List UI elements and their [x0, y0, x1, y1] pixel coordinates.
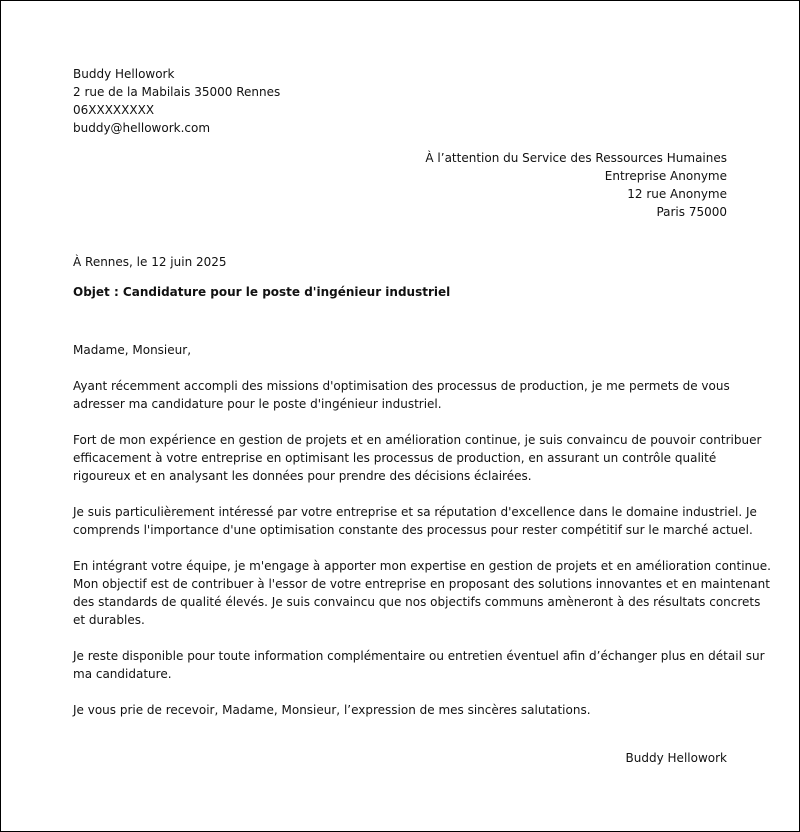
sender-name: Buddy Hellowork — [73, 67, 175, 81]
body-paragraph — [73, 431, 762, 485]
paragraph-line: Fort de mon expérience en gestion de projets et en amélioration continue, je suis convaincu de pouvoir contribuer — [73, 433, 762, 447]
body-paragraph — [73, 557, 771, 629]
paragraph-line: Je vous prie de recevoir, Madame, Monsieur, l’expression de mes sincères salutations. — [73, 703, 591, 717]
recipient-block — [425, 149, 727, 221]
sender-address: 2 rue de la Mabilais 35000 Rennes — [73, 85, 281, 99]
paragraph-line: comprends l'importance d'une optimisation constante des processus pour rester compétitif sur le marché actuel. — [73, 523, 753, 537]
sender-block — [73, 65, 280, 137]
letter-body — [73, 341, 771, 737]
paragraph-line: En intégrant votre équipe, je m'engage à apporter mon expertise en gestion de projets et en amélioration continue. — [73, 559, 771, 573]
letter-date: À Rennes, le 12 juin 2025 — [73, 255, 227, 269]
closing-paragraph — [73, 701, 729, 719]
paragraph-line: efficacement à votre entreprise en optimisant les processus de production, en assurant un contrôle qualité — [73, 451, 717, 465]
paragraph-line: Je reste disponible pour toute information complémentaire ou entretien éventuel afin d’échanger plus en détail sur — [73, 649, 765, 663]
paragraph-line: des standards de qualité élevés. Je suis convaincu que nos objectifs communs amèneront à des résultats concrets — [73, 595, 761, 609]
paragraph-line: rigoureux et en analysant les données pour prendre des décisions éclairées. — [73, 469, 532, 483]
letter-subject: Objet : Candidature pour le poste d'ingénieur industriel — [73, 285, 451, 299]
body-paragraph — [73, 647, 765, 683]
body-paragraph — [73, 503, 757, 539]
recipient-city: Paris 75000 — [656, 205, 727, 219]
paragraph-line: adresser ma candidature pour le poste d'ingénieur industriel. — [73, 397, 442, 411]
paragraph-line: et durables. — [73, 613, 145, 627]
paragraph-line: ma candidature. — [73, 667, 172, 681]
recipient-company: Entreprise Anonyme — [604, 169, 727, 183]
signature: Buddy Hellowork — [625, 751, 727, 765]
body-paragraph — [73, 377, 729, 413]
recipient-attention: À l’attention du Service des Ressources Humaines — [425, 151, 727, 165]
paragraph-line: Mon objectif est de contribuer à l'essor de votre entreprise en proposant des solutions innovantes et en maintenant — [73, 577, 770, 591]
paragraph-line: Ayant récemment accompli des missions d'optimisation des processus de production, je me permets de vous — [73, 379, 730, 393]
paragraph-line: Je suis particulièrement intéressé par votre entreprise et sa réputation d'excellence dans le domaine industriel. Je — [73, 505, 757, 519]
sender-email: buddy@hellowork.com — [73, 121, 211, 135]
greeting: Madame, Monsieur, — [73, 343, 192, 357]
recipient-street: 12 rue Anonyme — [627, 187, 727, 201]
sender-phone: 06XXXXXXXX — [73, 103, 155, 117]
